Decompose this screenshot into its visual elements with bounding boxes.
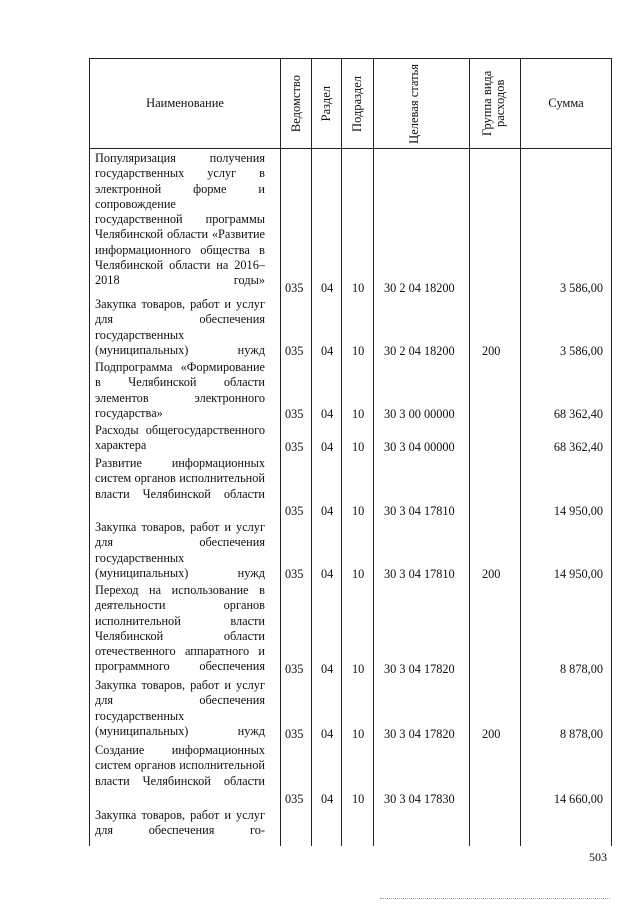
row-name: Переход на использование в деятельности органов исполнительной власти Челябинской области отечественного аппаратного и программного обеспечения <box>95 583 265 674</box>
col-divider <box>469 59 470 846</box>
row-subsection: 10 <box>352 504 365 518</box>
row-name: Популяризация получения государственных услуг в электронной форме и сопровождение государственной программы Челябинской области «Развитие информационного общества в Челябинской области на 2016–2018 годы» <box>95 151 265 288</box>
row-sum: 8 878,00 <box>559 727 603 741</box>
col-divider <box>311 59 312 846</box>
row-subsection: 10 <box>352 344 365 358</box>
header-name <box>90 59 280 148</box>
header-divider <box>90 148 611 149</box>
row-name: Закупка товаров, работ и услуг для обеспечения государственных (муниципальных) нужд <box>95 678 265 738</box>
row-subsection: 10 <box>352 407 365 421</box>
row-target: 30 3 04 17810 <box>384 504 455 518</box>
header-section <box>312 59 341 148</box>
row-dept: 035 <box>285 407 304 421</box>
row-subsection: 10 <box>352 792 365 806</box>
row-sum: 8 878,00 <box>559 662 603 676</box>
row-target: 30 2 04 18200 <box>384 281 455 295</box>
row-section: 04 <box>321 727 334 741</box>
row-name: Подпрограмма «Формирование в Челябинской области элементов электронного государства» <box>95 360 265 420</box>
row-sum: 3 586,00 <box>559 281 603 295</box>
row-target: 30 3 04 17810 <box>384 567 455 581</box>
row-name: Закупка товаров, работ и услуг для обеспечения государственных (муниципальных) нужд <box>95 297 265 357</box>
header-target <box>374 59 469 148</box>
row-name: Расходы общегосударственного характера <box>95 423 265 453</box>
row-sum: 3 586,00 <box>559 344 603 358</box>
row-target: 30 3 04 17830 <box>384 792 455 806</box>
col-divider <box>520 59 521 846</box>
row-name: Создание информационных систем органов исполнительной власти Челябинской области <box>95 743 265 788</box>
row-dept: 035 <box>285 567 304 581</box>
row-target: 30 3 04 17820 <box>384 662 455 676</box>
row-dept: 035 <box>285 344 304 358</box>
header-sum <box>521 59 611 148</box>
row-sum: 14 950,00 <box>553 567 603 581</box>
row-section: 04 <box>321 792 334 806</box>
header-target-text: Целевая статья <box>406 63 421 144</box>
row-dept: 035 <box>285 504 304 518</box>
row-name: Закупка товаров, работ и услуг для обеспечения го- <box>95 808 265 838</box>
row-dept: 035 <box>285 727 304 741</box>
row-section: 04 <box>321 567 334 581</box>
header-subsection <box>342 59 373 148</box>
header-dept <box>281 59 311 148</box>
row-subsection: 10 <box>352 567 365 581</box>
col-divider <box>373 59 374 846</box>
row-group: 200 <box>482 567 501 581</box>
row-group: 200 <box>482 727 501 741</box>
col-divider <box>280 59 281 846</box>
row-target: 30 3 04 17820 <box>384 727 455 741</box>
row-subsection: 10 <box>352 440 365 454</box>
row-group: 200 <box>482 344 501 358</box>
row-dept: 035 <box>285 440 304 454</box>
row-section: 04 <box>321 344 334 358</box>
row-sum: 14 660,00 <box>553 792 603 806</box>
header-group-text: Группа вида расходов <box>480 70 507 137</box>
page-number: 503 <box>589 850 607 864</box>
row-section: 04 <box>321 281 334 295</box>
row-dept: 035 <box>285 662 304 676</box>
row-name: Развитие информационных систем органов исполнительной власти Челябинской области <box>95 456 265 501</box>
row-section: 04 <box>321 440 334 454</box>
scan-edge-line <box>380 898 610 899</box>
row-target: 30 3 04 00000 <box>384 440 455 454</box>
row-section: 04 <box>321 504 334 518</box>
header-name-text: Наименование <box>146 96 224 110</box>
row-subsection: 10 <box>352 662 365 676</box>
row-subsection: 10 <box>352 281 365 295</box>
row-sum: 68 362,40 <box>553 407 603 421</box>
row-section: 04 <box>321 662 334 676</box>
budget-table <box>89 58 612 846</box>
header-subsection-text: Подраздел <box>350 75 364 132</box>
row-section: 04 <box>321 407 334 421</box>
row-name: Закупка товаров, работ и услуг для обеспечения государственных (муниципальных) нужд <box>95 520 265 580</box>
header-dept-text: Ведомство <box>288 74 303 133</box>
header-group <box>470 59 520 148</box>
row-target: 30 2 04 18200 <box>384 344 455 358</box>
row-dept: 035 <box>285 792 304 806</box>
row-target: 30 3 00 00000 <box>384 407 455 421</box>
header-sum-text: Сумма <box>548 96 584 110</box>
row-sum: 68 362,40 <box>553 440 603 454</box>
row-subsection: 10 <box>352 727 365 741</box>
row-dept: 035 <box>285 281 304 295</box>
row-sum: 14 950,00 <box>553 504 603 518</box>
header-section-text: Раздел <box>319 85 333 122</box>
col-divider <box>341 59 342 846</box>
